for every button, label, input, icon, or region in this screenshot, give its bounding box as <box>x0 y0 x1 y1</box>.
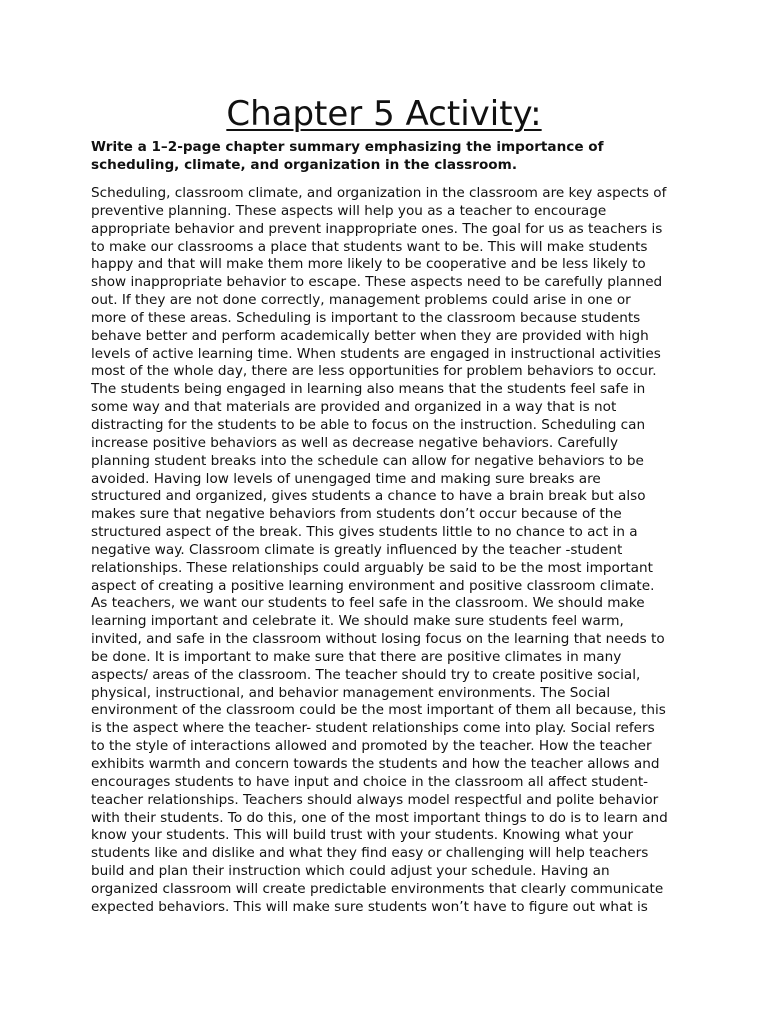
body-line: build and plan their instruction which could adjust your schedule. Having an <box>91 863 610 880</box>
body-line: environment of the classroom could be the most important of them all because, this <box>91 702 666 719</box>
body-line: be done. It is important to make sure that there are positive climates in many <box>91 648 622 665</box>
prompt-line: Write a 1–2-page chapter summary emphasizing the importance of <box>91 139 604 155</box>
body-line: structured aspect of the break. This gives students little to no chance to act in a <box>91 524 638 541</box>
body-line: makes sure that negative behaviors from students don’t occur because of the <box>91 506 622 523</box>
body-line: structured and organized, gives students a chance to have a brain break but also <box>91 488 646 505</box>
body-line: to make our classrooms a place that students want to be. This will make students <box>91 238 648 255</box>
body-line: Scheduling, classroom climate, and organization in the classroom are key aspects of <box>91 185 667 201</box>
body-line: The students being engaged in learning also means that the students feel safe in <box>91 381 646 398</box>
body-line: relationships. These relationships could arguably be said to be the most important <box>91 559 653 576</box>
body-line: increase positive behaviors as well as decrease negative behaviors. Carefully <box>91 434 619 451</box>
body-line: invited, and safe in the classroom without losing focus on the learning that needs to <box>91 631 665 648</box>
body-line: distracting for the students to be able to focus on the instruction. Scheduling can <box>91 416 646 433</box>
body-line: teacher relationships. Teachers should always model respectful and polite behavior <box>91 791 659 808</box>
body-line: aspects/ areas of the classroom. The teacher should try to create positive social, <box>91 666 641 683</box>
body-line: negative way. Classroom climate is greatly influenced by the teacher -student <box>91 541 623 558</box>
body-line: know your students. This will build trust with your students. Knowing what your <box>91 827 634 844</box>
body-line: expected behaviors. This will make sure students won’t have to figure out what is <box>91 898 648 915</box>
body-line: with their students. To do this, one of the most important things to do is to learn and <box>91 809 668 826</box>
body-line: physical, instructional, and behavior management environments. The Social <box>91 684 611 701</box>
body-line: levels of active learning time. When students are engaged in instructional activities <box>91 345 661 362</box>
body-line: more of these areas. Scheduling is important to the classroom because students <box>91 309 641 326</box>
body-line: organized classroom will create predictable environments that clearly communicate <box>91 880 664 897</box>
body-line: learning important and celebrate it. We should make sure students feel warm, <box>91 613 624 630</box>
body-line: exhibits warmth and concern towards the students and how the teacher allows and <box>91 756 660 772</box>
body-line: students like and dislike and what they find easy or challenging will help teachers <box>91 845 649 862</box>
body-line: aspect of creating a positive learning environment and positive classroom climate. <box>91 577 655 594</box>
body-line: avoided. Having low levels of unengaged time and making sure breaks are <box>91 470 601 487</box>
body-line: most of the whole day, there are less opportunities for problem behaviors to occur. <box>91 363 657 380</box>
body-line: behave better and perform academically better when they are provided with high <box>91 327 649 344</box>
assignment-prompt <box>91 139 681 175</box>
prompt-line: scheduling, climate, and organization in the classroom. <box>91 156 517 173</box>
body-line: is the aspect where the teacher- student relationships come into play. Social refers <box>91 720 655 737</box>
body-line: encourages students to have input and choice in the classroom all affect student- <box>91 773 649 790</box>
body-line: planning student breaks into the schedule can allow for negative behaviors to be <box>91 452 644 469</box>
body-line: appropriate behavior and prevent inappropriate ones. The goal for us as teachers is <box>91 220 663 237</box>
body-line: preventive planning. These aspects will help you as a teacher to encourage <box>91 202 607 219</box>
body-line: show inappropriate behavior to escape. These aspects need to be carefully planned <box>91 274 663 291</box>
body-line: happy and that will make them more likely to be cooperative and be less likely to <box>91 256 646 273</box>
page-title: Chapter 5 Activity: <box>226 94 542 134</box>
body-line: As teachers, we want our students to feel safe in the classroom. We should make <box>91 595 645 612</box>
summary-body <box>91 185 681 917</box>
body-line: some way and that materials are provided and organized in a way that is not <box>91 399 617 416</box>
body-line: to the style of interactions allowed and promoted by the teacher. How the teacher <box>91 738 652 755</box>
body-line: out. If they are not done correctly, management problems could arise in one or <box>91 292 631 309</box>
